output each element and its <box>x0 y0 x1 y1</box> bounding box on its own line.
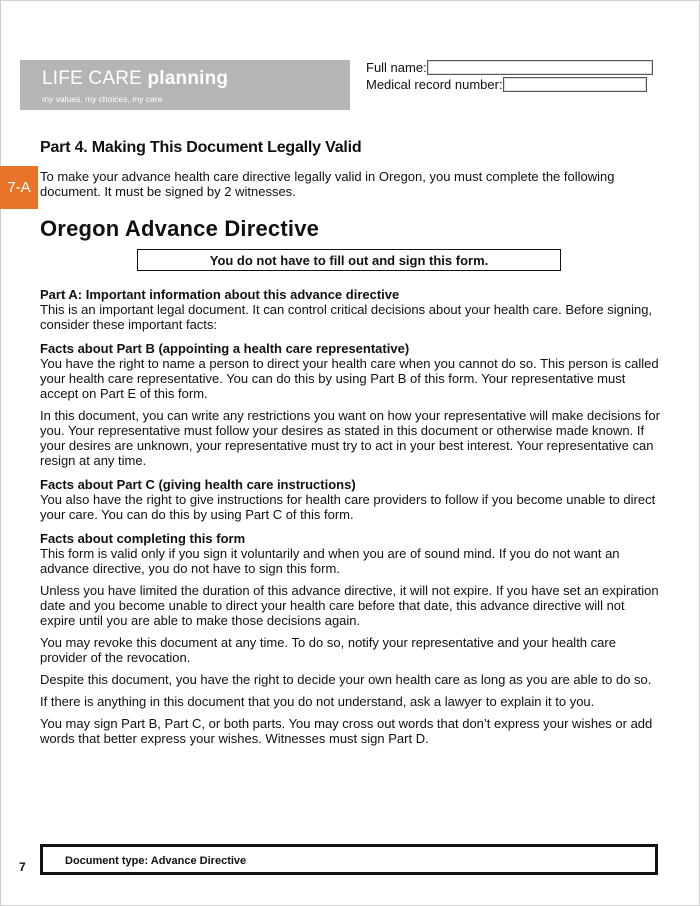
section-paragraph: You may sign Part B, Part C, or both parts. You may cross out words that don’t express your wishes or add words that better express your wishes. Witnesses must sign Part D. <box>40 716 653 746</box>
section-heading: Facts about Part C (giving health care instructions) <box>40 477 356 492</box>
section-paragraph: You also have the right to give instructions for health care providers to follow if you become unable to direct your care. You can do this by using Part C of this form. <box>40 492 656 522</box>
section-paragraph: Despite this document, you have the right to decide your own health care as long as you are able to do so. <box>40 672 652 687</box>
section-paragraph: This is an important legal document. It can control critical decisions about your health care. Before signing, consider these important facts: <box>40 302 653 332</box>
section-paragraph: If there is anything in this document that you do not understand, ask a lawyer to explain it to you. <box>40 694 595 709</box>
medical-record-number-row <box>366 77 647 92</box>
full-name-row <box>366 60 653 75</box>
notice-box: You do not have to fill out and sign this form. <box>137 249 561 271</box>
document-title: Oregon Advance Directive <box>40 216 320 241</box>
medical-record-number-field[interactable] <box>503 77 647 92</box>
full-name-field[interactable] <box>427 60 653 75</box>
section-part-b <box>40 341 660 468</box>
section-paragraph: Unless you have limited the duration of this advance directive, it will not expire. If you have set an expiration date and you become unable to direct your health care before that date, this advance directive will not expire until you are able to make those decisions again. <box>40 583 659 628</box>
section-part-a <box>40 287 660 332</box>
full-name-label: Full name: <box>366 60 427 75</box>
section-paragraph: This form is valid only if you sign it voluntarily and when you are of sound mind. If you do not want an advance directive, you do not have to sign this form. <box>40 546 620 576</box>
banner-title-bold: planning <box>147 68 229 89</box>
banner-title <box>42 68 228 90</box>
section-paragraph: You have the right to name a person to direct your health care when you cannot do so. This person is called your health care representative. You can do this by using Part B of this form. Your representative must accept on Part E of this form. <box>40 356 659 401</box>
page-number: 7 <box>19 860 26 874</box>
banner-subtitle: my values, my choices, my care <box>42 94 163 104</box>
section-heading: Facts about Part B (appointing a health care representative) <box>40 341 410 356</box>
main-content <box>40 287 660 755</box>
medical-record-number-label: Medical record number: <box>366 77 503 92</box>
section-tab-badge: 7-A <box>0 166 38 209</box>
intro-text: To make your advance health care directive legally valid in Oregon, you must complete the following document. It must be signed by 2 witnesses. <box>40 169 615 199</box>
banner-title-light: LIFE CARE <box>42 68 142 89</box>
section-paragraph: In this document, you can write any restrictions you want on how your representative will make decisions for you. Your representative must follow your desires as stated in this document or otherwise made known. If your desires are unknown, your representative must try to act in your best interest. Your representative can resign at any time. <box>40 408 660 468</box>
section-part-c <box>40 477 660 522</box>
section-completing-form <box>40 531 660 746</box>
section-heading: Part A: Important information about this advance directive <box>40 287 400 302</box>
life-care-planning-banner <box>20 60 350 110</box>
part-heading: Part 4. Making This Document Legally Valid <box>40 139 362 156</box>
section-paragraph: You may revoke this document at any time. To do so, notify your representative and your health care provider of the revocation. <box>40 635 616 665</box>
document-type-box: Document type: Advance Directive <box>40 844 658 875</box>
section-heading: Facts about completing this form <box>40 531 246 546</box>
